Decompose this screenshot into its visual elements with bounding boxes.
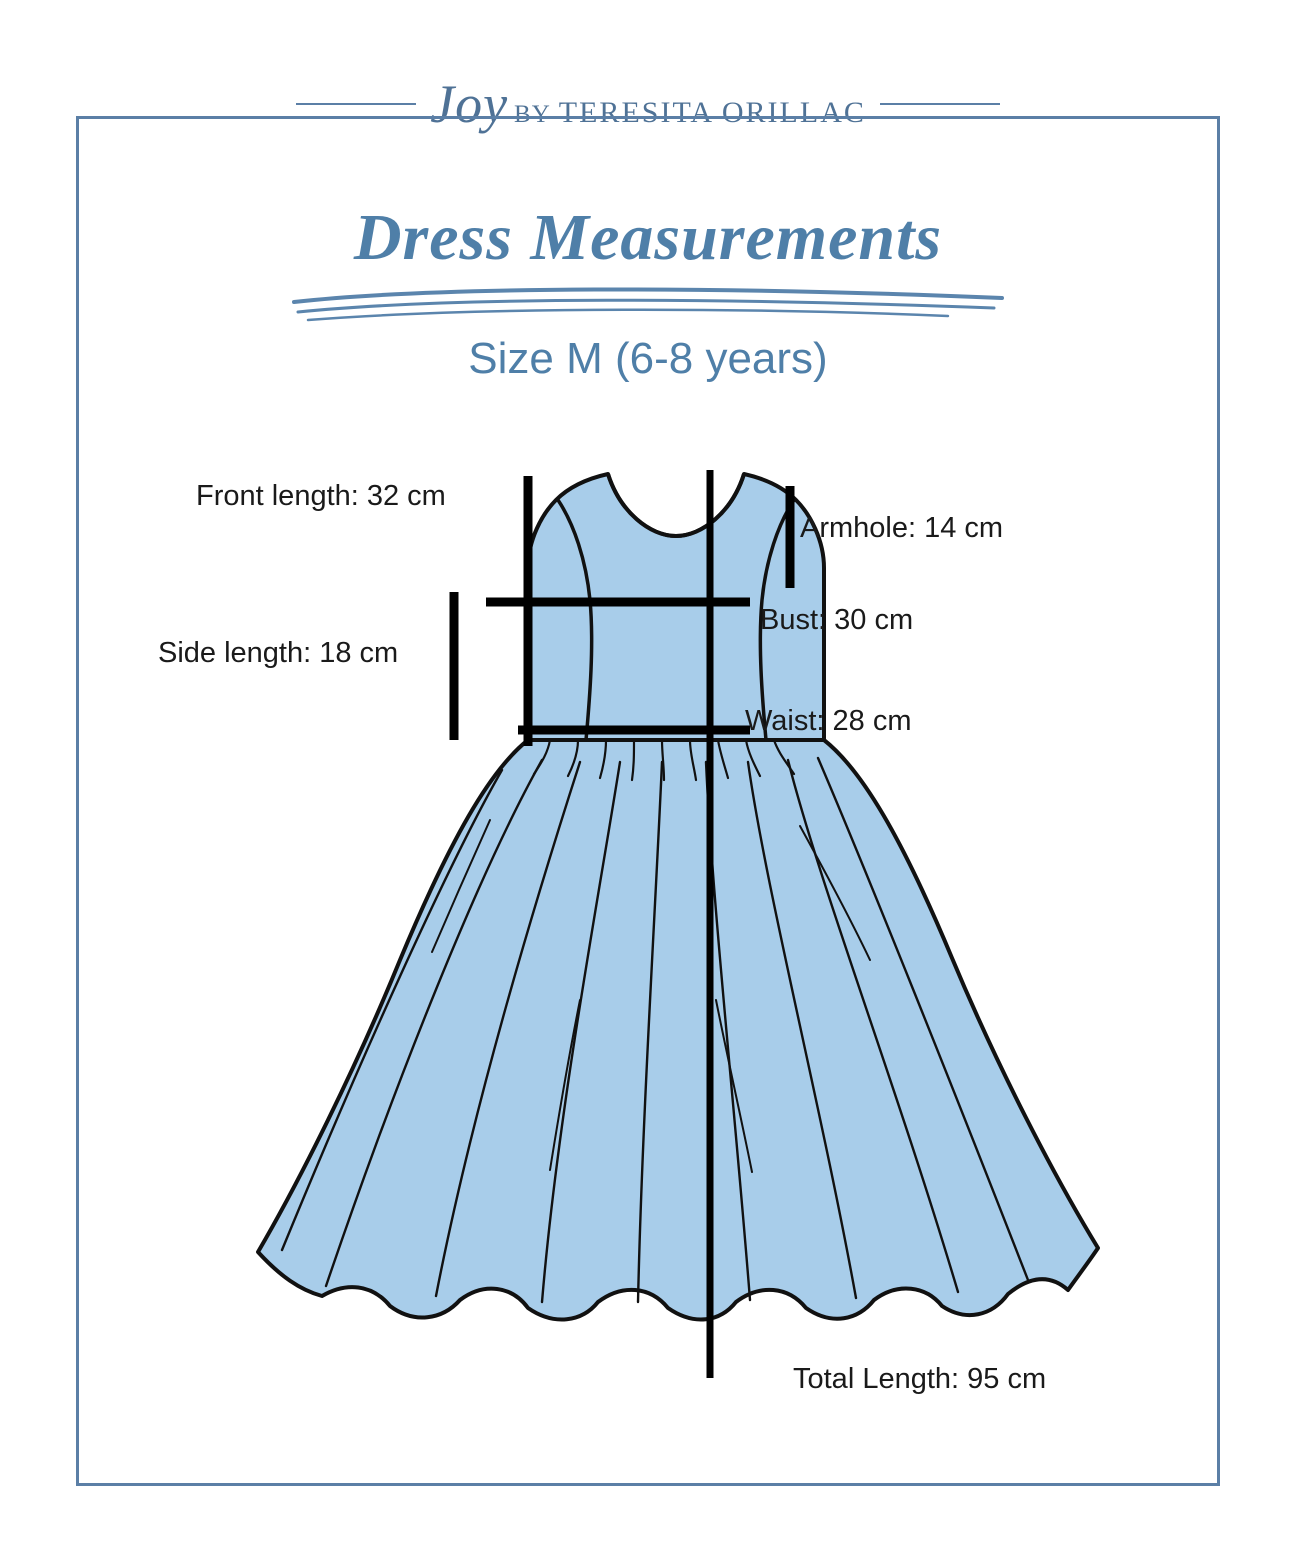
- bust-label: Bust: 30 cm: [760, 604, 914, 636]
- title-underline-flourish: [288, 282, 1008, 332]
- armhole-label: Armhole: 14 cm: [800, 512, 1004, 544]
- dress-diagram: [150, 440, 1150, 1400]
- brand-rule-left: [296, 103, 416, 105]
- brand-wordmark: Joy: [430, 74, 509, 134]
- skirt-shape: [258, 740, 1098, 1319]
- total-length-label: Total Length: 95 cm: [793, 1363, 1047, 1395]
- front-length-label: Front length: 32 cm: [196, 480, 446, 512]
- brand-designer-name: TERESITA ORILLAC: [558, 96, 866, 129]
- brand-rule-right: [880, 103, 1000, 105]
- page-title: Dress Measurements: [353, 201, 943, 274]
- waist-label: Waist: 28 cm: [745, 705, 912, 737]
- page-subtitle: Size M (6-8 years): [468, 334, 828, 383]
- brand-by-label: BY: [514, 101, 551, 128]
- side-length-label: Side length: 18 cm: [158, 637, 399, 669]
